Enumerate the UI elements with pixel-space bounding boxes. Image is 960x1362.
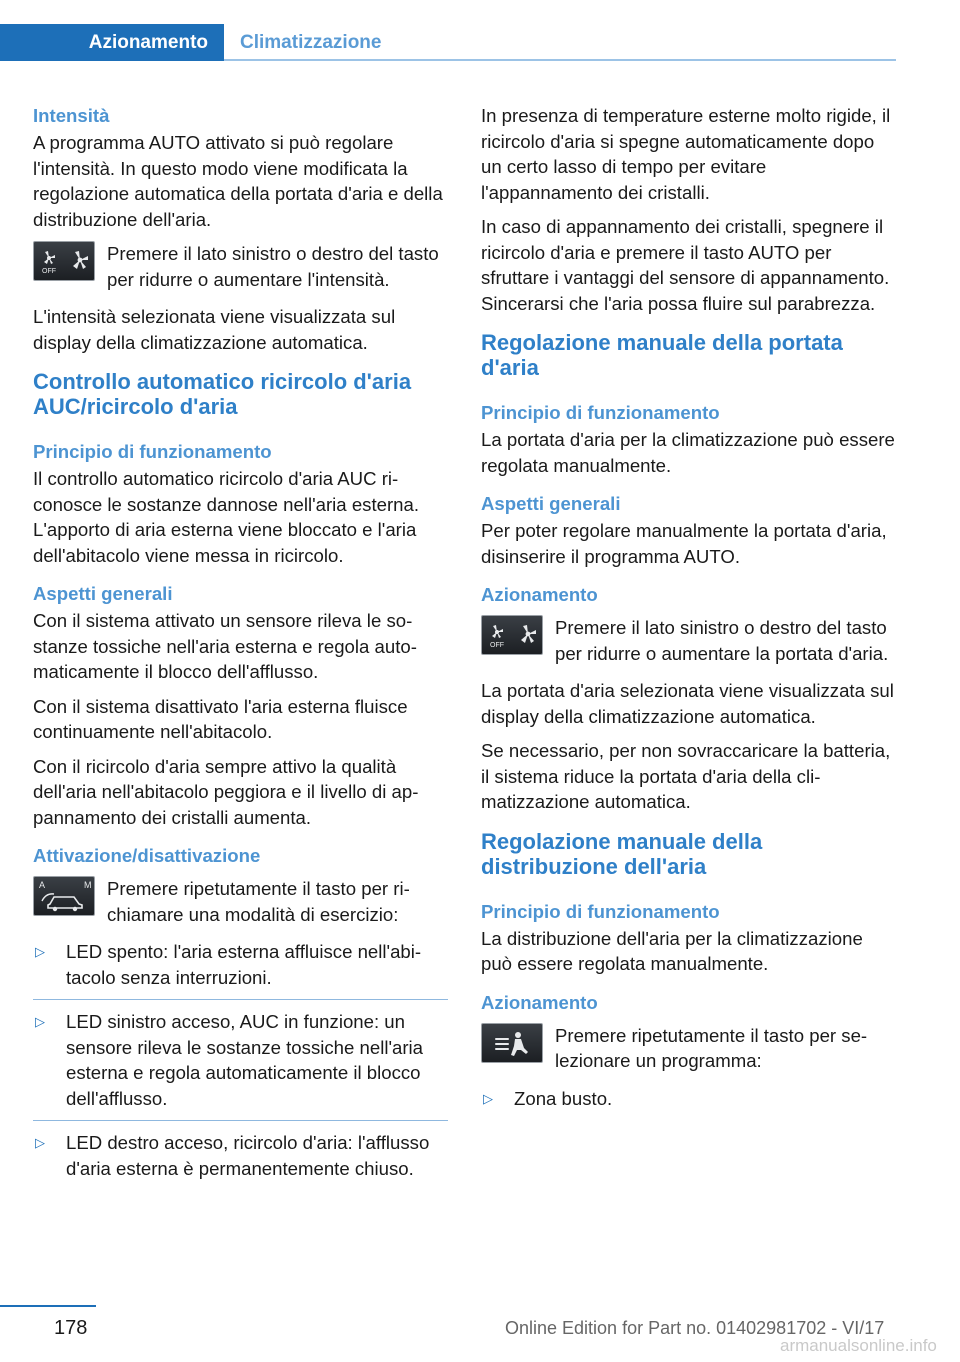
list-item: ▷ Zona busto. [481, 1086, 896, 1121]
intensita-heading: Intensità [33, 105, 110, 126]
fan-speed-button-icon [481, 615, 543, 655]
auc-aspetti-p3: Con il ricircolo d'aria sempre attivo la qualità dell'aria nell'abitacolo peggiora e il livello di appannamento dei cristalli aumenta. [33, 755, 419, 828]
edition-footer: Online Edition for Part no. 01402981702 - VI/17 [505, 1318, 885, 1338]
auc-aspetti-p1: Con il sistema attivato un sensore rileva le sostanze tossiche nell'aria esterna e regola automaticamente il blocco dell'afflusso. [33, 610, 417, 682]
portata-instruction: Premere il lato sinistro o destro del tasto per ridurre o aumentare la portata d'aria. [555, 617, 889, 664]
portata-principio-heading: Principio di funzionamento [481, 402, 720, 423]
list-item: ▷ LED sinistro acceso, AUC in funzione: un sensore rileva le sostanze tossiche nell'aria esterna e regola automaticamente il blocco dell'afflusso. [33, 1009, 448, 1121]
led-mode-list [33, 939, 448, 1190]
distribuzione-principio-heading: Principio di funzionamento [481, 900, 720, 922]
tab-climatizzazione[interactable]: Climatizzazione [240, 32, 382, 53]
portata-azionamento-heading: Azionamento [481, 584, 598, 605]
right-column [481, 103, 896, 1129]
intensita-paragraph: A programma AUTO attivato si può regolare l'intensità. In questo modo viene modificata la regolazione automatica della portata d'aria e della distribuzione dell'aria. [33, 132, 443, 230]
distribuzione-heading: Regolazione manuale della distribuzione dell'aria [481, 828, 763, 879]
air-distribution-button-icon [481, 1023, 543, 1063]
header-rule [224, 59, 896, 61]
recirc-right-label: M [84, 880, 92, 890]
attivazione-instruction: Premere ripetutamente il tasto per richiamare una modalità di esercizio: [107, 878, 410, 925]
auc-aspetti-p2: Con il sistema disattivato l'aria esterna fluisce continuamente nell'abitacolo. [33, 695, 408, 742]
page-number-rule [0, 1305, 96, 1307]
triangle-bullet-icon: ▷ [35, 944, 45, 959]
portata-aspetti-paragraph: Per poter regolare manualmente la portata d'aria, disinserire il programma AUTO. [481, 520, 887, 567]
portata-battery-note: Se necessario, per non sovraccaricare la batteria, il sistema riduce la portata d'aria della climatizzazione automatica. [481, 740, 891, 812]
distribuzione-instruction: Premere ripetutamente il tasto per selezionare un programma: [555, 1024, 868, 1071]
list-item: ▷ LED destro acceso, ricircolo d'aria: l'afflusso d'aria esterna è permanentemente chiuso. [35, 1132, 430, 1179]
right-p1: In presenza di temperature esterne molto rigide, il ricircolo d'aria si spegne automaticamente dopo un certo lasso di tempo per evitare l'appannamento dei cristalli. [481, 105, 891, 203]
auc-heading: Controllo automatico ricircolo d'aria AUC/ricircolo d'aria [33, 369, 412, 419]
distribuzione-button-row [481, 1023, 896, 1074]
auc-aspetti-heading: Aspetti generali [33, 583, 173, 604]
distribuzione-principio-paragraph: La distribuzione dell'aria per la climatizzazione può essere regolata manualmente. [481, 927, 863, 974]
off-label: OFF [490, 642, 504, 649]
right-p2: In caso di appannamento dei cristalli, spegnere il ricircolo d'aria e premere il tasto AUTO per sfruttare i vantaggi del sensore di appannamento. Sincerarsi che l'aria possa fluire sul parabrezza. [481, 216, 890, 314]
program-list [481, 1086, 896, 1121]
portata-aspetti-heading: Aspetti generali [481, 493, 621, 514]
auc-principio-heading: Principio di funzionamento [33, 441, 272, 462]
intensita-button-row [33, 241, 448, 292]
attivazione-heading: Attivazione/disattivazione [33, 845, 261, 866]
triangle-bullet-icon: ▷ [483, 1090, 493, 1106]
header-tabbar [0, 24, 896, 64]
recirculation-button-icon [33, 876, 95, 916]
intensita-display-note: L'intensità selezionata viene visualizzata sul display della climatizzazione automatica. [33, 306, 396, 353]
portata-display-note: La portata d'aria selezionata viene visualizzata sul display della climatizzazione automatica. [481, 680, 894, 727]
portata-principio-paragraph: La portata d'aria per la climatizzazione può essere regolata manualmente. [481, 429, 895, 476]
triangle-bullet-icon: ▷ [35, 1014, 45, 1029]
list-item: ▷ LED spento: l'aria esterna affluisce nell'abitacolo senza interruzioni. [33, 939, 448, 1000]
distribuzione-azionamento-heading: Azionamento [481, 991, 598, 1013]
page-number: 178 [54, 1317, 88, 1339]
portata-heading: Regolazione manuale della portata d'aria [481, 330, 843, 380]
triangle-bullet-icon: ▷ [35, 1135, 45, 1150]
attivazione-button-row [33, 876, 448, 927]
tab-azionamento[interactable]: Azionamento [0, 24, 224, 61]
off-label: OFF [42, 268, 56, 275]
watermark: armanualsonline.info [780, 1336, 937, 1355]
fan-speed-button-icon [33, 241, 95, 281]
recirc-left-label: A [39, 880, 46, 890]
portata-button-row [481, 615, 896, 666]
auc-principio-paragraph: Il controllo automatico ricircolo d'aria AUC riconosce le sostanze dannose nell'aria esterna. L'apporto di aria esterna viene bloccato e l'aria dell'abitacolo viene messa in ricircolo. [33, 468, 420, 566]
intensita-instruction: Premere il lato sinistro o destro del tasto per ridurre o aumentare l'intensità. [107, 243, 439, 290]
left-column [33, 103, 448, 1199]
